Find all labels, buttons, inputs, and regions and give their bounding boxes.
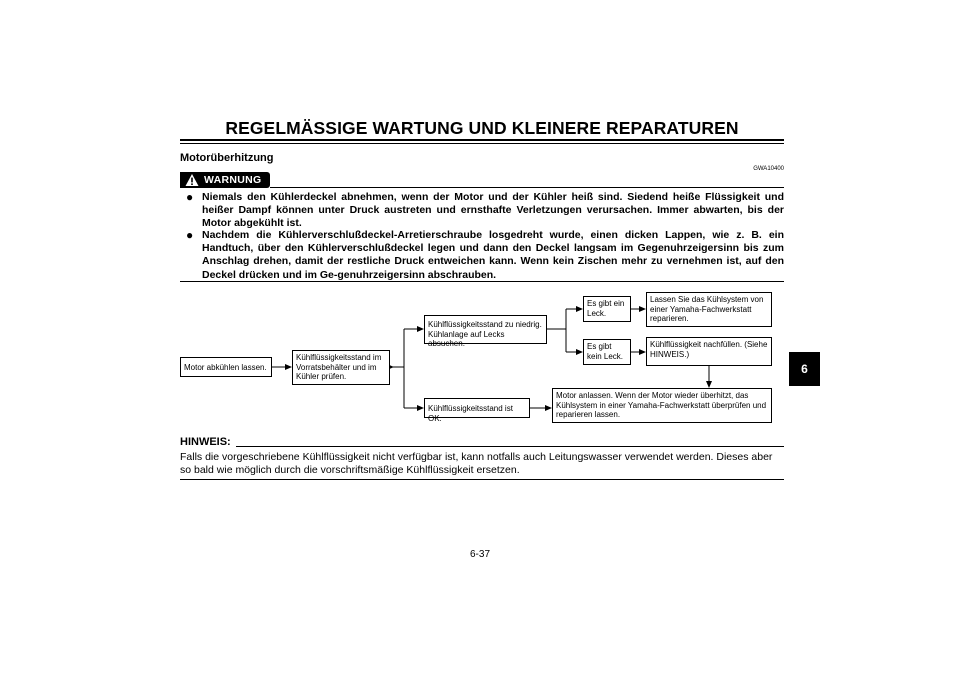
chapter-tab [789,352,820,386]
flow-step-cool-engine: Motor abkühlen lassen. [180,357,272,377]
warning-rule [270,187,784,188]
flow-step-level-low: Kühlflüssigkeitsstand zu niedrig. Kühlanlage auf Lecks absuchen. [424,315,547,344]
section-heading: Motorüberhitzung [180,152,274,164]
page-number: 6-37 [469,549,490,560]
title-rule-thin [180,143,784,144]
document-code: GWA10400 [753,166,784,172]
bullet-icon: ● [186,190,194,204]
warning-item [186,191,784,231]
warning-end-rule [180,281,784,282]
flow-step-leak: Es gibt ein Leck. [583,296,631,322]
warning-item-text: Niemals den Kühlerdeckel abnehmen, wenn der Motor und der Kühler heiß sind. Siedend heiße Flüssigkeit und heißer Dampf können unter Druck austreten und ernsthafte Verletzungen verursachen. Immer abwarten, bis der Motor abgekühlt ist. [202,191,784,230]
note-rule [236,446,784,447]
flow-step-refill: Kühlflüssigkeit nachfüllen. (Siehe HINWEIS.) [646,337,772,366]
chapter-tab-number: 6 [801,362,808,376]
flow-step-no-leak: Es gibt kein Leck. [583,339,631,365]
note-label: HINWEIS: [180,436,231,448]
warning-item-text: Nachdem die Kühlerverschlußdeckel-Arretierschraube losgedreht wurde, einen dicken Lappen, wie z. B. ein Handtuch, über den Kühlerverschlußdeckel legen und dann den Deckel langsam im Gegenuhrzeigersinn bis zum Anschlag drehen, damit der restliche Druck entweichen kann. Wenn kein Zischen mehr zu vernehmen ist, auf den Deckel drücken und im Ge-genuhrzeigersinn abschrauben. [202,229,784,281]
flow-step-dealer-repair: Lassen Sie das Kühlsystem von einer Yamaha-Fachwerkstatt reparieren. [646,292,772,327]
note-end-rule [180,479,784,480]
warning-icon [185,173,199,187]
flow-step-start-engine: Motor anlassen. Wenn der Motor wieder überhitzt, das Kühlsystem in einer Yamaha-Fachwerkstatt überprüfen und reparieren lassen. [552,388,772,423]
bullet-icon: ● [186,228,194,242]
warning-label: WARNUNG [204,174,262,186]
page-title: REGELMÄSSIGE WARTUNG UND KLEINERE REPARATUREN [225,118,739,138]
note-text: Falls die vorgeschriebene Kühlflüssigkeit nicht verfügbar ist, kann notfalls auch Leitungswasser verwendet werden. Dieses aber so bald wie möglich durch die vorschriftsmäßige Kühlflüssigkeit ersetzen. [180,451,773,477]
title-rule [180,139,784,141]
warning-badge [180,172,270,188]
warning-item [186,229,784,282]
flow-step-check-level: Kühlflüssigkeitsstand im Vorratsbehälter und im Kühler prüfen. [292,350,390,385]
flow-step-level-ok: Kühlflüssigkeitsstand ist OK. [424,398,530,418]
